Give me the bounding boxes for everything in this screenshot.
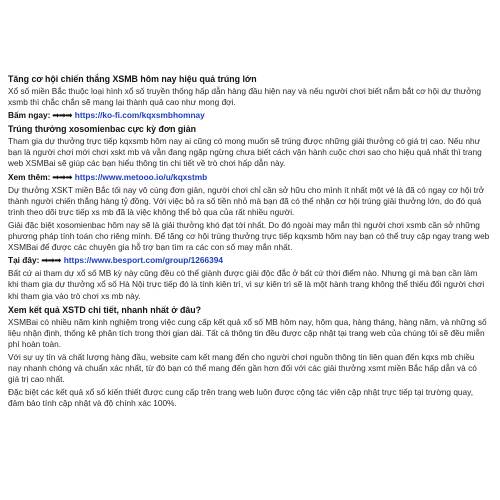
section-heading: Tăng cơ hội chiến thắng XSMB hôm nay hiệu quả trúng lớn (8, 74, 257, 84)
paragraph: Dự thưởng XSKT miền Bắc tối nay vô cùng đơn giản, người chơi chỉ cần sở hữu cho mình ít nhất một vé là đã có ngay cơ hội trở thành người chiến thắng hàng tỷ đồng. Với việc bỏ ra số tiền nhỏ mà bạn đã có thể nhận cơ hội trúng giải thưởng lớn, do đó quá trình theo dõi trực tiếp xs mb đã là việc không thể bỏ qua của rất nhiều người. (8, 184, 485, 217)
link-label: Xem thêm: (8, 171, 51, 182)
article-section (8, 73, 490, 121)
article-section (8, 123, 490, 182)
paragraph: Tham gia dự thưởng trực tiếp kqxsmb hôm nay ai cũng có mong muốn sẽ trúng được những giải thưởng có giá trị cao. Nếu như bạn là người chơi mới chơi xskt mb và vẫn đang ngập ngừng chưa biết cách vận hành cuộc chơi sao cho hiệu quả nhất thì trang web XSMBai sẽ giúp các bạn hiểu thông tin chi tiết về trò chơi hấp dẫn này. (8, 136, 482, 169)
article-section (8, 268, 490, 301)
arrows-icon: ➟➟➟ (52, 110, 72, 121)
link-line (8, 110, 490, 121)
paragraph: Với sự uy tín và chất lượng hàng đầu, website cam kết mang đến cho người chơi nguồn thông tin liên quan đến kqxs mb chiều nay nhanh chóng và chuẩn xác nhất, từ đó bạn có thể mang đến gần hơn đối với các giải thưởng xsmt miền Bắc hấp dẫn và có giá trị cao nhất. (8, 351, 477, 385)
section-heading: Xem kết quả XSTD chi tiết, nhanh nhất ở đâu? (8, 304, 201, 315)
external-link[interactable]: https://www.besport.com/group/1266394 (63, 255, 223, 266)
link-line (8, 172, 490, 183)
link-line (8, 255, 490, 266)
arrows-icon: ➟➟➟ (41, 255, 61, 266)
paragraph: Bất cứ ai tham dự xổ số MB kỳ này cũng đều có thể giành được giải độc đắc ở bất cứ thời điểm nào. Nhưng gì mà bạn cần làm khi tham gia dự thưởng xổ số Hà Nội trực tiếp đó là tính kiên trì, vì sự kiên trì sẽ là một hành trang không thể thiếu đối người chơi khi tham gia vào trò chơi xs mb này. (8, 268, 485, 301)
link-label: Bấm ngay: (8, 110, 51, 121)
paragraph: Giải đặc biệt xosomienbac hôm nay sẽ là giải thưởng khó đạt tới nhất. Do đó ngoài may mắn thì người chơi xsmb cần sở những phương pháp tính toán cho riêng mình. Để tăng cơ hội trúng thưởng trực tiếp kqxsmb hôm nay bạn có thể truy cập ngay trang web XSMBai để được các chuyên gia hỗ trợ bạn tìm ra các con số may mắn nhất. (8, 219, 490, 253)
external-link[interactable]: https://www.metooo.io/u/kqxstmb (74, 171, 208, 182)
section-heading: Trúng thưởng xosomienbac cực kỳ đơn giản (8, 124, 197, 135)
article (8, 73, 490, 411)
article-section (8, 304, 490, 410)
arrows-icon: ➟➟➟ (52, 171, 72, 182)
link-label: Tại đây: (8, 255, 40, 266)
paragraph: Xổ số miền Bắc thuộc loại hình xổ số truyền thống hấp dẫn hàng đầu hiện nay và nếu người chơi biết nắm bắt cơ hội dự thưởng xsmb thì chắc chắn sẽ mang lại thành quả cao như mong đợi. (8, 86, 481, 108)
paragraph: XSMBai có nhiều năm kinh nghiệm trong việc cung cấp kết quả xổ số MB hôm nay, hôm qua, hàng tháng, hàng năm, và những số liệu nhận định, thống kê phân tích trong thời gian dài. Tất cả thông tin đều được cập nhật tại trang web của chúng tôi sẽ đều miễn phí hoàn toàn. (8, 316, 487, 349)
external-link[interactable]: https://ko-fi.com/kqxsmbhomnay (74, 110, 205, 121)
article-section (8, 185, 490, 267)
paragraph: Đặc biệt các kết quả xổ số kiến thiết được cung cấp trên trang web luôn được cộng tác viên cập nhật trực tiếp tại trường quay, đảm bảo tính cập nhật và độ chính xác 100%. (8, 387, 474, 409)
